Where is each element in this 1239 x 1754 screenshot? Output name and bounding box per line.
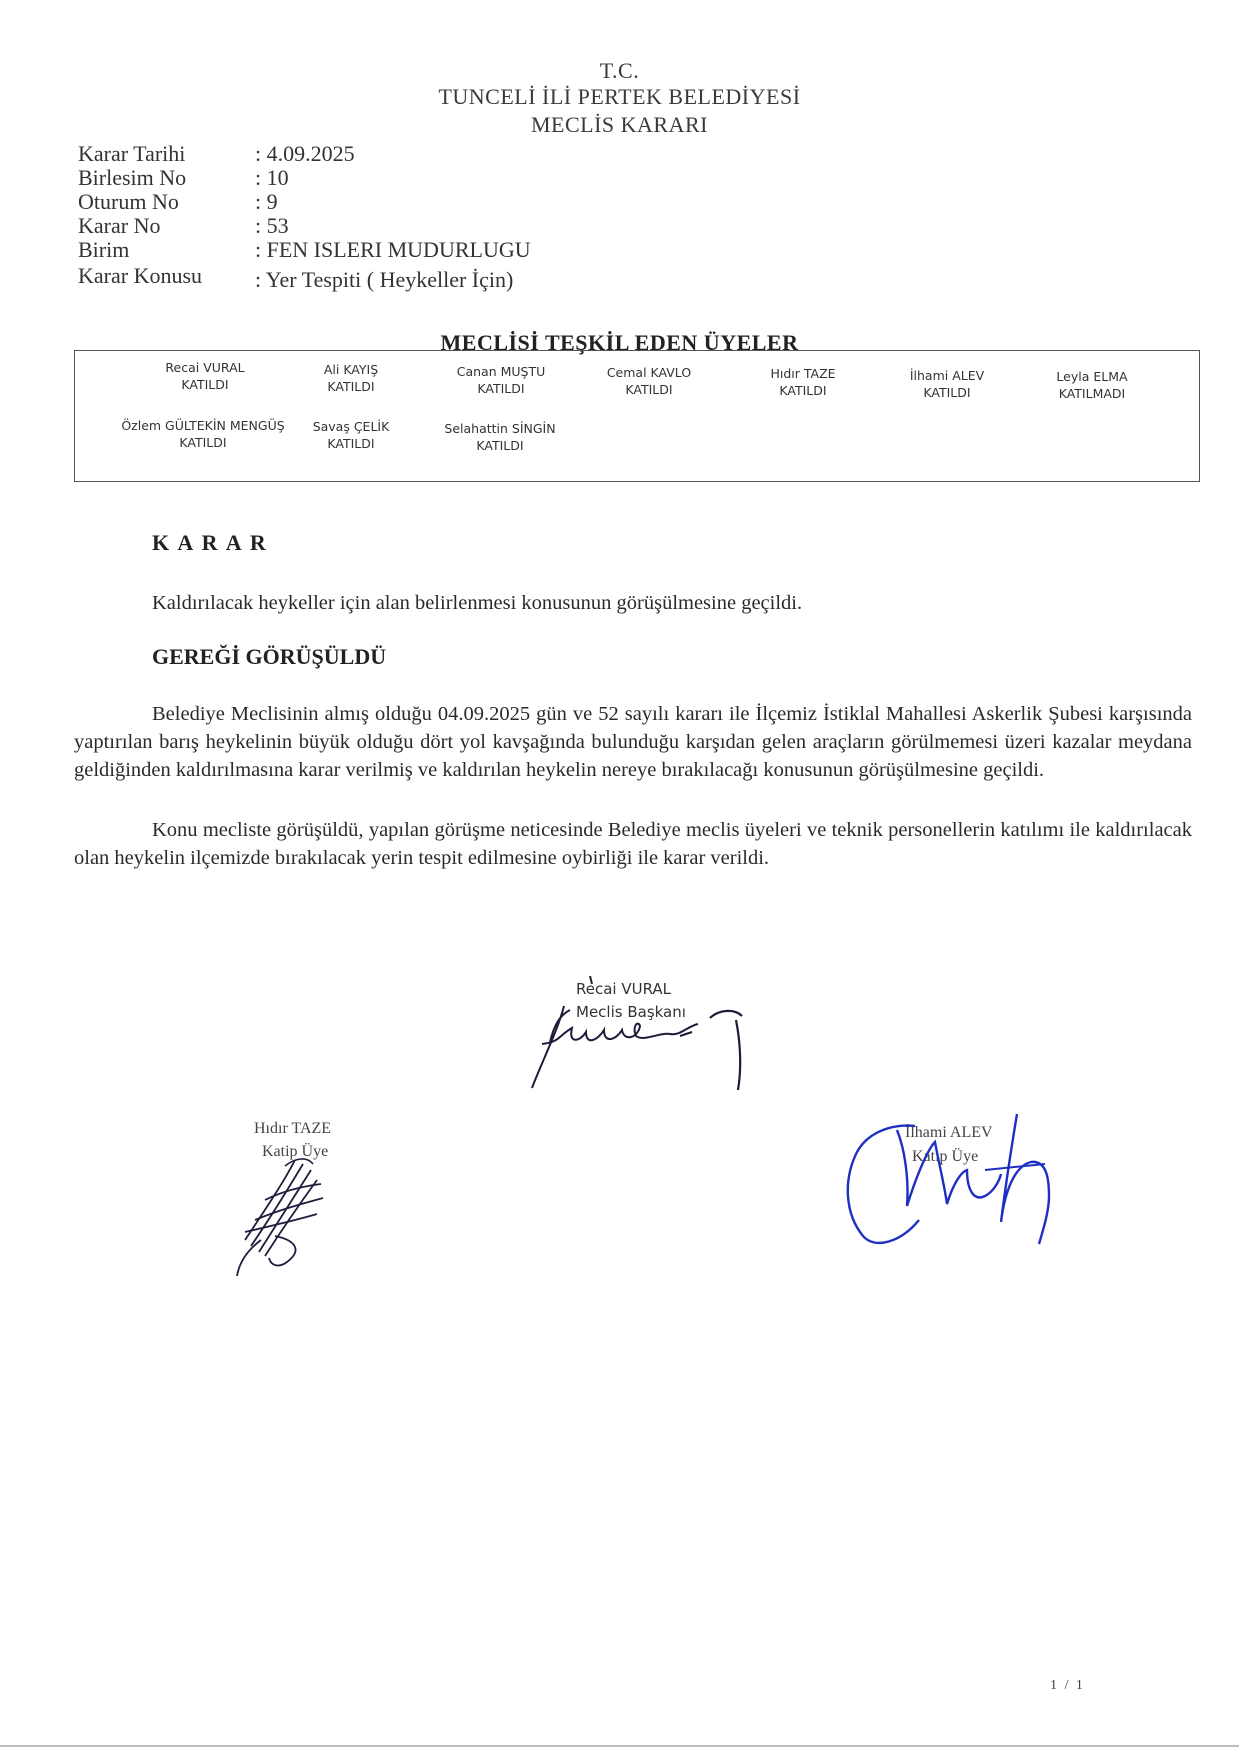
meta-value-subject: : Yer Tespiti ( Heykeller İçin): [255, 267, 514, 292]
meta-label-subject: Karar Konusu: [78, 263, 203, 288]
member-status: KATILDI: [923, 385, 971, 400]
member-status: KATILDI: [327, 379, 375, 394]
meta-label-decision-no: Karar No: [78, 213, 161, 238]
member-name: Cemal KAVLO: [606, 365, 692, 380]
right-signature: [835, 1110, 1085, 1260]
meta-value-unit: : FEN ISLERI MUDURLUGU: [255, 237, 531, 262]
geregi-heading: GEREĞİ GÖRÜŞÜLDÜ: [152, 644, 387, 669]
member-status: KATILMADI: [1058, 386, 1126, 401]
member-name: Ali KAYIŞ: [323, 362, 379, 377]
member-name: Özlem GÜLTEKİN MENGÜŞ: [121, 418, 285, 433]
member-status: KATILDI: [477, 381, 525, 396]
meta-value-date: : 4.09.2025: [255, 141, 355, 166]
member-name: Leyla ELMA: [1056, 369, 1128, 384]
page-number: 1 / 1: [1050, 1678, 1085, 1693]
member-status: KATILDI: [779, 383, 827, 398]
header-municipality: TUNCELİ İLİ PERTEK BELEDİYESİ: [438, 84, 801, 109]
members-table: [74, 350, 1200, 482]
president-title: Meclis Başkanı: [576, 1003, 686, 1021]
member-name: İlhami ALEV: [909, 368, 985, 383]
member-cell: [121, 417, 284, 451]
header-decision-type: MECLİS KARARI: [530, 112, 708, 137]
left-signer-title: Katip Üye: [262, 1143, 329, 1160]
president-signature: [520, 970, 820, 1100]
member-name: Selahattin SİNGİN: [444, 421, 556, 436]
right-signer-name: İlhami ALEV: [905, 1124, 993, 1141]
member-status: KATILDI: [181, 377, 229, 392]
member-status: KATILDI: [625, 382, 673, 397]
bottom-edge-rule: [0, 1745, 1239, 1747]
member-name: Canan MUŞTU: [456, 364, 546, 379]
right-signer-title: Katip Üye: [912, 1148, 979, 1165]
member-cell: [165, 359, 244, 393]
member-cell: [313, 418, 390, 452]
karar-heading: K A R A R: [152, 530, 268, 555]
member-name: Hıdır TAZE: [770, 366, 836, 381]
meta-label-session: Birlesim No: [78, 165, 187, 190]
meta-value-decision-no: : 53: [255, 213, 289, 238]
member-cell: [457, 363, 546, 397]
member-cell: [444, 420, 555, 454]
member-cell: [607, 364, 691, 398]
member-name: Savaş ÇELİK: [312, 419, 390, 434]
karar-text: Kaldırılacak heykeller için alan belirlenmesi konusunun görüşülmesine geçildi.: [152, 592, 803, 614]
decision-paragraph-1: Belediye Meclisinin almış olduğu 04.09.2025 gün ve 52 sayılı kararı ile İlçemiz İstiklal Mahallesi Askerlik Şubesi karşısında yaptırılan barış heykelinin büyük olduğu dört yol kavşağında bulunduğu karşıdan gelen araçların görülmemesi üzeri kazalar meydana geldiğinden kaldırılmasına karar verilmiş ve kaldırılan heykelin nereye bırakılacağı konusunun görüşülmesine geçildi.: [74, 703, 1192, 781]
members-title: MECLİSİ TEŞKİL EDEN ÜYELER: [440, 330, 799, 355]
member-status: KATILDI: [476, 438, 524, 453]
meta-value-sitting: : 9: [255, 189, 278, 214]
member-name: Recai VURAL: [165, 360, 245, 375]
meta-label-date: Karar Tarihi: [78, 141, 186, 166]
member-cell: [770, 365, 835, 399]
left-signer-name: Hıdır TAZE: [254, 1120, 332, 1137]
left-signature: [225, 1140, 355, 1280]
meta-label-sitting: Oturum No: [78, 189, 179, 214]
member-cell: [324, 361, 378, 395]
member-status: KATILDI: [179, 435, 227, 450]
member-cell: [1056, 368, 1127, 402]
meta-value-session: : 10: [255, 165, 289, 190]
member-status: KATILDI: [327, 436, 375, 451]
member-cell: [910, 367, 984, 401]
decision-paragraph-2: Konu mecliste görüşüldü, yapılan görüşme neticesinde Belediye meclis üyeleri ve teknik personellerin katılımı ile kaldırılacak olan heykelin ilçemizde bırakılacak yerin tespit edilmesine oybirliği ile karar verildi.: [74, 819, 1192, 869]
meta-label-unit: Birim: [78, 237, 130, 262]
president-name: Recai VURAL: [576, 980, 672, 998]
header-tc: T.C.: [599, 58, 640, 83]
